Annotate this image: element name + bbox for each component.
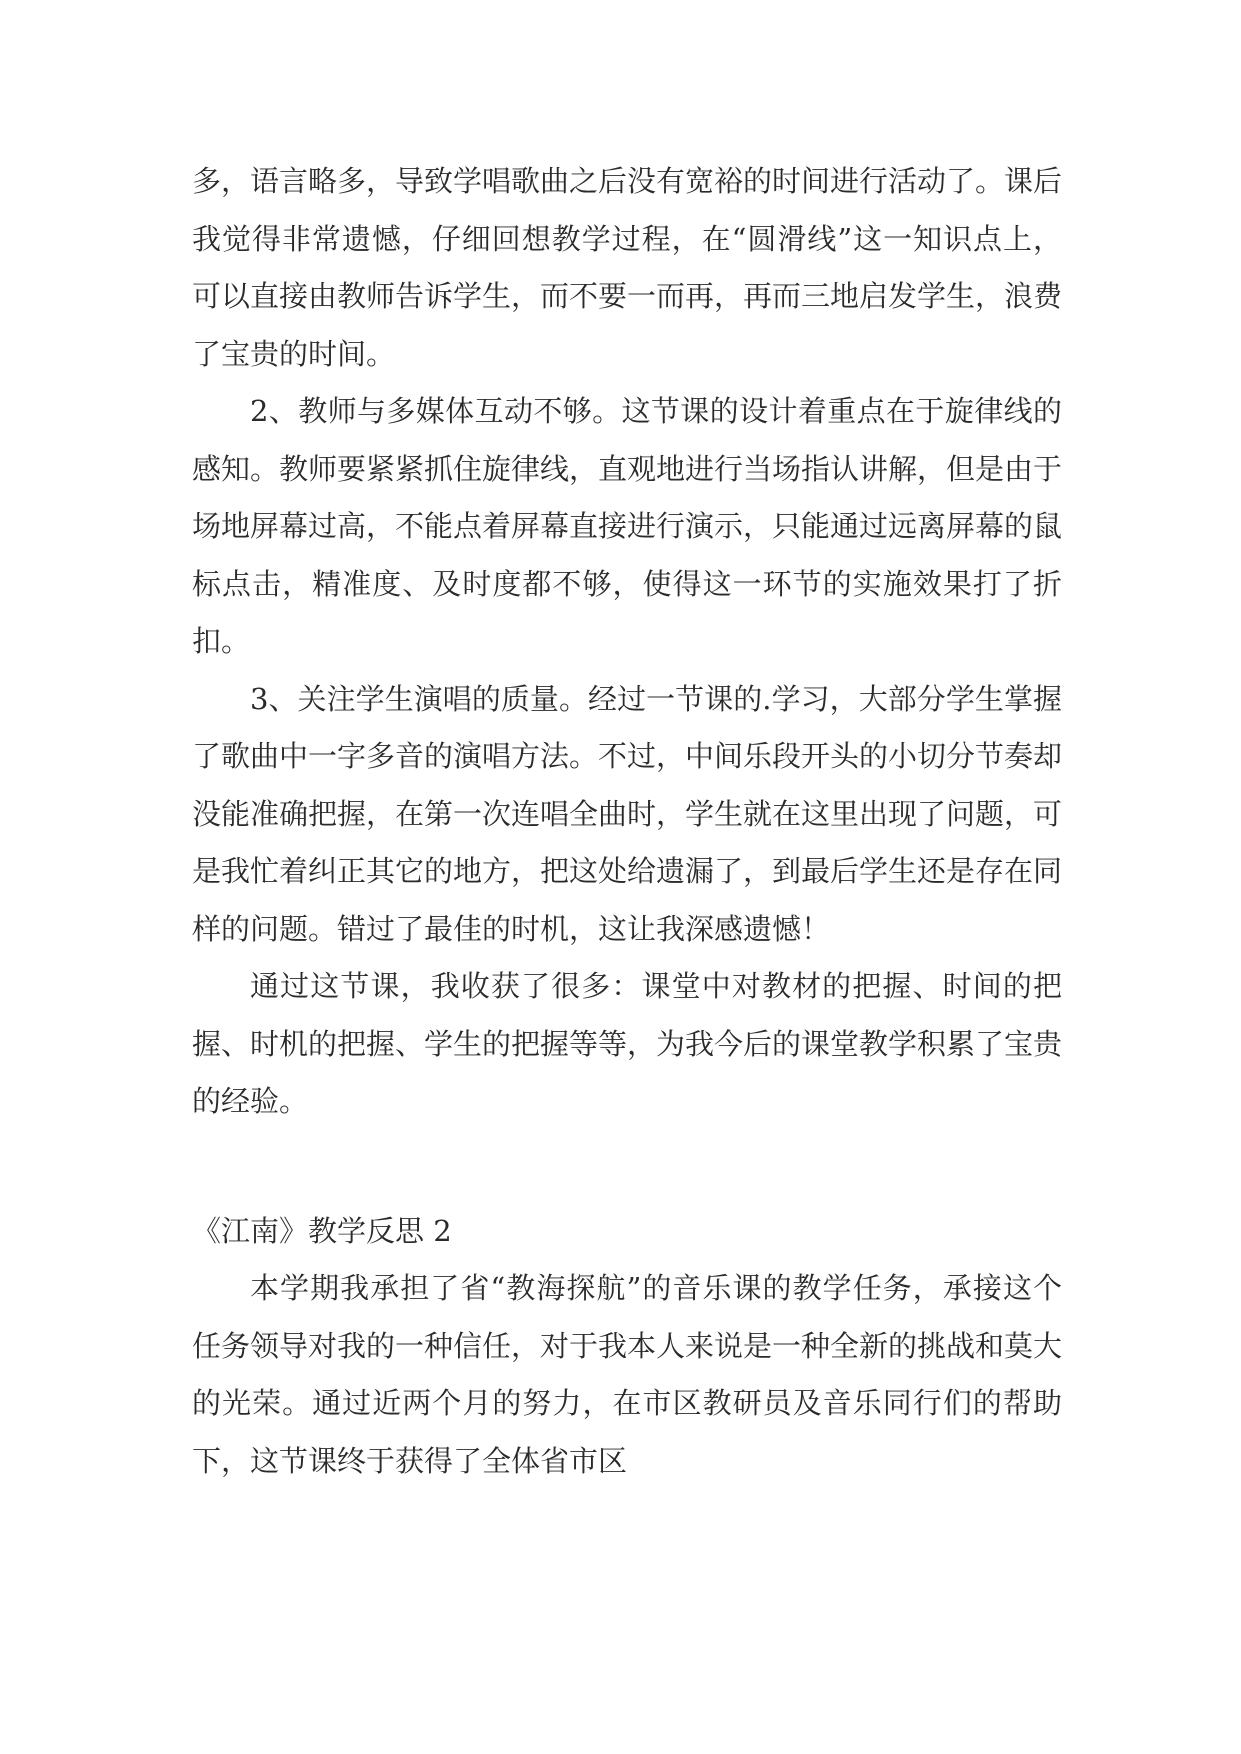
paragraph-section-intro: 本学期我承担了省“教海探航”的音乐课的教学任务，承接这个任务领导对我的一种信任，对于我本人来说是一种全新的挑战和莫大的光荣。通过近两个月的努力，在市区教研员及音乐同行们的帮助下，这节课终于获得了全体省市区 (192, 1271, 1063, 1478)
paragraph-summary: 通过这节课，我收获了很多：课堂中对教材的把握、时间的把握、时机的把握、学生的把握等等，为我今后的课堂教学积累了宝贵的经验。 (192, 969, 1063, 1118)
section-title: 《江南》教学反思 2 (192, 1213, 452, 1248)
paragraph-multimedia-interaction: 2、教师与多媒体互动不够。这节课的设计着重点在于旋律线的感知。教师要紧紧抓住旋律线，直观地进行当场指认讲解，但是由于场地屏幕过高，不能点着屏幕直接进行演示，只能通过远离屏幕的鼠标点击，精准度、及时度都不够，使得这一环节的实施效果打了折扣。 (192, 394, 1063, 658)
paragraph-singing-quality: 3、关注学生演唱的质量。经过一节课的.学习，大部分学生掌握了歌曲中一字多音的演唱方法。不过，中间乐段开头的小切分节奏却没能准确把握，在第一次连唱全曲时，学生就在这里出现了问题，可是我忙着纠正其它的地方，把这处给遗漏了，到最后学生还是存在同样的问题。错过了最佳的时机，这让我深感遗憾！ (192, 681, 1063, 946)
paragraph-continuation: 多，语言略多，导致学唱歌曲之后没有宽裕的时间进行活动了。课后我觉得非常遗憾，仔细回想教学过程，在“圆滑线”这一知识点上，可以直接由教师告诉学生，而不要一而再，再而三地启发学生，浪费了宝贵的时间。 (192, 164, 1063, 371)
document-body (192, 153, 1062, 1490)
